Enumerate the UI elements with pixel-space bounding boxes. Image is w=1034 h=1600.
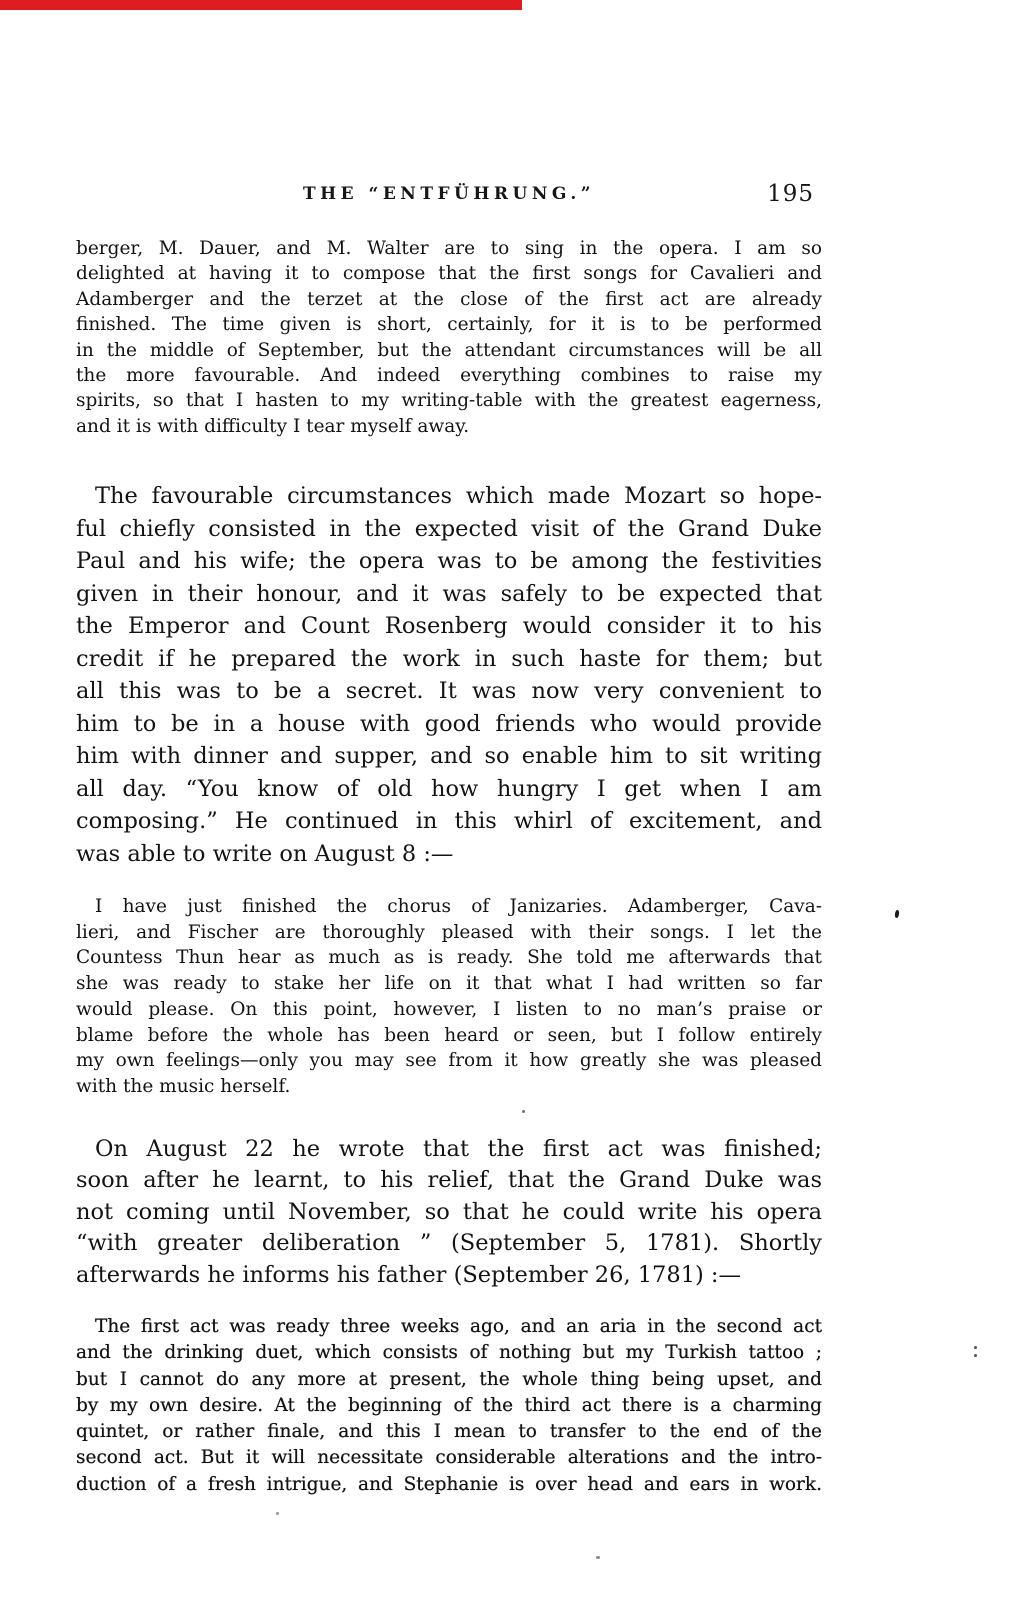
- letter-excerpt-1: [76, 236, 822, 439]
- text-line: all day. “You know of old how hungry I get when I am: [76, 775, 822, 802]
- ink-speck: [276, 1512, 279, 1515]
- ink-speck: [522, 1110, 525, 1113]
- text-line: and the drinking duet, which consists of nothing but my Turkish tattoo ;: [76, 1342, 822, 1364]
- text-line: The first act was ready three weeks ago, and an aria in the second act: [95, 1316, 822, 1337]
- text-line: but I cannot do any more at present, the whole thing being upset, and: [76, 1368, 822, 1390]
- page-header: [76, 181, 822, 214]
- text-line: quintet, or rather finale, and this I mean to transfer to the end of the: [76, 1421, 822, 1443]
- text-line: and it is with difficulty I tear myself away.: [76, 415, 470, 437]
- text-line: berger, M. Dauer, and M. Walter are to sing in the opera. I am so: [76, 238, 822, 259]
- text-line: all this was to be a secret. It was now very convenient to: [76, 678, 822, 704]
- scan-color-bar-artifact: [0, 0, 522, 10]
- ink-speck: [596, 1556, 600, 1559]
- text-line: soon after he learnt, to his relief, that the Grand Duke was: [76, 1167, 822, 1194]
- text-line: would please. On this point, however, I listen to no man’s praise or: [76, 998, 822, 1020]
- text-line: him to be in a house with good friends who would provide: [76, 710, 822, 737]
- text-line: The favourable circumstances which made Mozart so hope-: [95, 483, 822, 509]
- text-line: Paul and his wife; the opera was to be among the festivities: [76, 548, 822, 574]
- text-line: spirits, so that I hasten to my writing-table with the greatest eagerness,: [76, 390, 822, 412]
- text-line: in the middle of September, but the attendant circumstances will be all: [76, 339, 822, 361]
- text-line: lieri, and Fischer are thoroughly pleased with their songs. I let the: [76, 921, 822, 943]
- text-line: finished. The time given is short, certainly, for it is to be performed: [76, 314, 822, 336]
- text-line: ful chiefly consisted in the expected visit of the Grand Duke: [76, 515, 822, 542]
- text-line: the more favourable. And indeed everything combines to raise my: [76, 365, 822, 387]
- text-line: she was ready to stake her life on it that what I had written so far: [76, 973, 822, 995]
- text-line: afterwards he informs his father (September 26, 1781) :—: [76, 1261, 742, 1288]
- text-line: not coming until November, so that he could write his opera: [76, 1198, 822, 1225]
- text-line: the Emperor and Count Rosenberg would consider it to his: [76, 613, 822, 639]
- text-line: I have just finished the chorus of Janizaries. Adamberger, Cava-: [95, 896, 822, 917]
- text-line: credit if he prepared the work in such haste for them; but: [76, 645, 822, 672]
- text-line: was able to write on August 8 :—: [76, 840, 454, 867]
- text-line: him with dinner and supper, and so enable him to sit writing: [76, 743, 822, 769]
- text-line: On August 22 he wrote that the first act was finished;: [95, 1136, 822, 1162]
- text-line: Countess Thun hear as much as is ready. She told me afterwards that: [76, 947, 822, 969]
- text-line: composing.” He continued in this whirl of excitement, and: [76, 808, 822, 834]
- ink-speck: [974, 1346, 977, 1349]
- text-line: “with greater deliberation ” (September 5, 1781). Shortly: [76, 1230, 822, 1257]
- text-line: duction of a fresh intrigue, and Stephanie is over head and ears in work.: [76, 1473, 822, 1495]
- text-line: my own feelings—only you may see from it how greatly she was pleased: [76, 1050, 822, 1072]
- text-line: second act. But it will necessitate considerable alterations and the intro-: [76, 1447, 822, 1469]
- page-number: 195: [767, 181, 814, 207]
- text-line: blame before the whole has been heard or seen, but I follow entirely: [76, 1024, 822, 1046]
- narrative-paragraph-1: [76, 480, 822, 870]
- running-head-title: THE “ENTFÜHRUNG.”: [302, 184, 596, 204]
- ink-speck: [894, 910, 899, 918]
- letter-excerpt-2: [76, 894, 822, 1100]
- text-line: Adamberger and the terzet at the close of the first act are already: [76, 288, 822, 310]
- text-line: with the music herself.: [76, 1075, 291, 1097]
- ink-speck: [974, 1354, 977, 1357]
- letter-excerpt-3: [76, 1314, 822, 1498]
- text-line: by my own desire. At the beginning of the third act there is a charming: [76, 1394, 822, 1416]
- narrative-paragraph-2: [76, 1134, 822, 1291]
- text-line: given in their honour, and it was safely to be expected that: [76, 580, 822, 607]
- text-line: delighted at having it to compose that the first songs for Cavalieri and: [76, 263, 822, 285]
